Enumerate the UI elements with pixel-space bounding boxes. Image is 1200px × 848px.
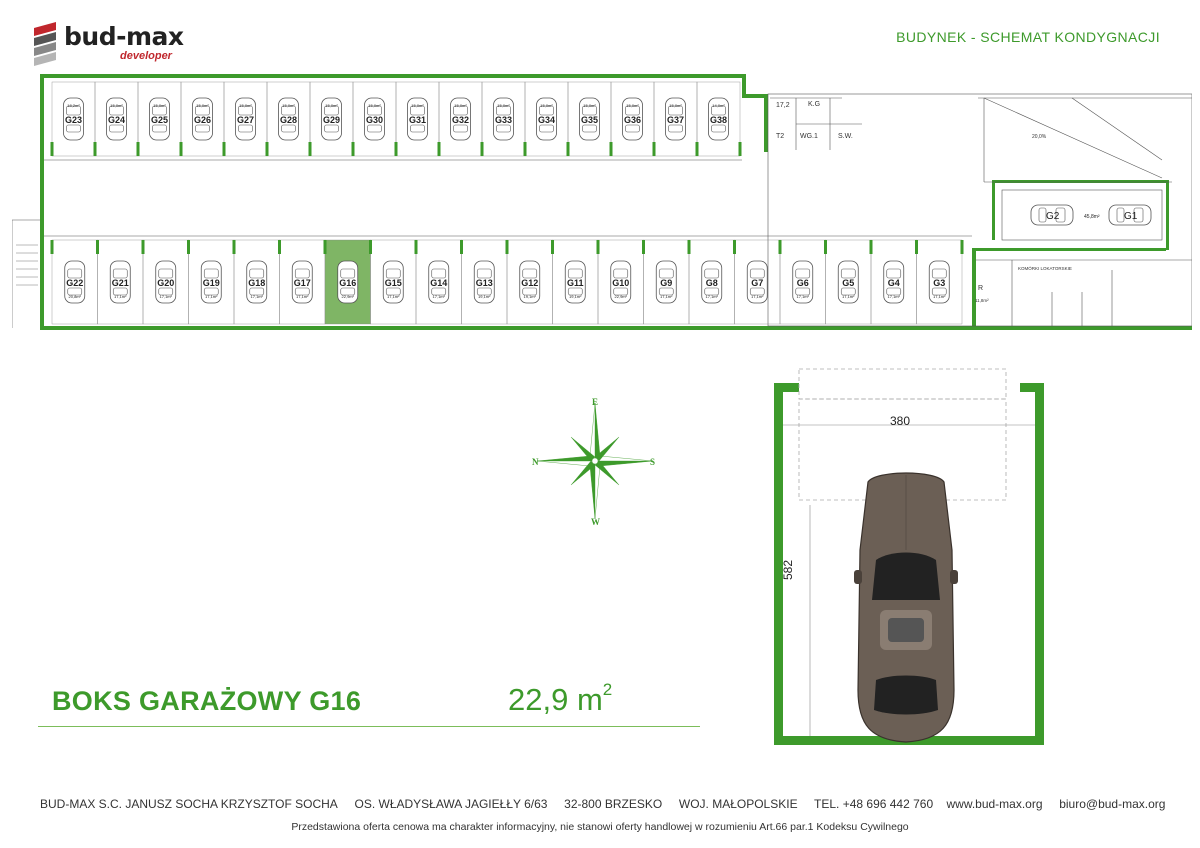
garage-label: G9 [660, 278, 673, 288]
garage-area: 22,9m² [341, 294, 354, 299]
garage-label: G13 [475, 278, 493, 288]
garage-box-g25[interactable] [137, 82, 182, 156]
garage-label: G4 [887, 278, 900, 288]
garage-box-g23[interactable] [51, 82, 96, 156]
garage-area: 15,0m² [239, 103, 252, 108]
room-kg-label: K.G [808, 101, 821, 108]
garage-area: 17,1m² [887, 294, 900, 299]
compass-rose-icon [520, 395, 670, 530]
compass-south: W [591, 517, 600, 527]
garage-label: G11 [566, 278, 584, 288]
logo-mark-icon [34, 22, 56, 66]
footer-contact [40, 797, 1180, 811]
garage-area: 15,0m² [626, 103, 639, 108]
compass-north: E [592, 397, 599, 407]
garage-box-g38[interactable] [696, 82, 741, 156]
garage-box-g24[interactable] [94, 82, 139, 156]
garage-box-g27[interactable] [223, 82, 268, 156]
garage-area: 15,0m² [196, 103, 209, 108]
garage-box-g16[interactable] [324, 240, 371, 324]
footer-email-link[interactable]: biuro@bud-max.org [1059, 797, 1166, 811]
document-title: BUDYNEK - SCHEMAT KONDYGNACJI [896, 29, 1160, 45]
garage-label: G21 [111, 278, 129, 288]
garage-label: G27 [236, 115, 255, 125]
garage-box-g11[interactable] [551, 240, 598, 324]
garage-box-g20[interactable] [142, 240, 189, 324]
garage-area: 15,0m² [454, 103, 467, 108]
title-underline [38, 726, 700, 727]
garage-area: 15,0m² [411, 103, 424, 108]
garage-area: 18,2m² [67, 103, 80, 108]
garage-label: G34 [537, 115, 556, 125]
garage-area: 17,1m² [296, 294, 309, 299]
garage-label: G20 [157, 278, 175, 288]
room-wg-label: WG.1 [800, 133, 818, 140]
garage-area: 19,1m² [523, 294, 536, 299]
room-sw-label: S.W. [838, 133, 853, 140]
garage-area: 17,1m² [205, 294, 218, 299]
garage-box-g34[interactable] [524, 82, 569, 156]
logo-wordmark: bud-max [64, 22, 184, 51]
garage-box-g4[interactable] [870, 240, 917, 324]
garage-label: G7 [751, 278, 764, 288]
garage-label: G17 [293, 278, 311, 288]
compass-east: S [650, 457, 656, 467]
garage-box-g3[interactable] [915, 240, 962, 324]
box-area-unit: 2 [602, 680, 613, 699]
garage-label: G12 [521, 278, 539, 288]
garage-box-g22[interactable] [51, 240, 98, 324]
footer-company: BUD-MAX S.C. JANUSZ SOCHA KRZYSZTOF SOCHA [40, 797, 338, 811]
garage-area: 19,1m² [569, 294, 582, 299]
garage-label: G36 [623, 115, 642, 125]
garage-label: G32 [451, 115, 470, 125]
garage-box-g6[interactable] [779, 240, 826, 324]
garage-box-g14[interactable] [415, 240, 462, 324]
garage-area: 15,0m² [282, 103, 295, 108]
garage-area: 15,0m² [325, 103, 338, 108]
garage-area: 22,9m² [614, 294, 627, 299]
garage-label: G35 [580, 115, 599, 125]
garage-label: G31 [408, 115, 427, 125]
floor-plan [12, 70, 1192, 340]
garage-label: G10 [612, 278, 630, 288]
garage-area: 15,0m² [110, 103, 123, 108]
garage-box-g13[interactable] [460, 240, 507, 324]
top-garage-row [51, 82, 742, 156]
garage-label: G33 [494, 115, 513, 125]
garage-box-g18[interactable] [233, 240, 280, 324]
garage-area: 17,1m² [250, 294, 263, 299]
detail-width-label: 380 [890, 414, 911, 428]
garage-area: 17,1m² [660, 294, 673, 299]
garage-label: G29 [322, 115, 341, 125]
garage-area: 17,1m² [114, 294, 127, 299]
garage-box-g1-g2[interactable] [1002, 190, 1162, 240]
garage-box-g9[interactable] [642, 240, 689, 324]
garage-label: G1 [1124, 211, 1138, 222]
storage-label: KOMÓRKI LOKATORSKIE [1018, 266, 1072, 271]
garage-area: 15,0m² [153, 103, 166, 108]
garage-label: G19 [202, 278, 220, 288]
garage-label: G25 [150, 115, 169, 125]
garage-label: G26 [193, 115, 212, 125]
garage-box-g31[interactable] [395, 82, 440, 156]
footer-disclaimer: Przedstawiona oferta cenowa ma charakter informacyjny, nie stanowi oferty handlowej w rozumieniu Art.66 par.1 Kodeksu Cywilnego [291, 821, 909, 833]
garage-area: 45,8m² [1084, 214, 1100, 220]
garage-area: 17,1m² [751, 294, 764, 299]
footer-phone: TEL. +48 696 442 760 [814, 797, 934, 811]
garage-area: 19,1m² [478, 294, 491, 299]
compass-west: N [532, 457, 539, 467]
garage-area: 14,0m² [712, 103, 725, 108]
garage-label: G15 [384, 278, 402, 288]
footer-region: WOJ. MAŁOPOLSKIE [678, 797, 798, 811]
garage-label: G6 [796, 278, 809, 288]
garage-box-g21[interactable] [96, 240, 143, 324]
garage-label: G3 [933, 278, 946, 288]
garage-label: G24 [107, 115, 126, 125]
garage-box-g7[interactable] [733, 240, 780, 324]
garage-box-g26[interactable] [180, 82, 225, 156]
garage-area: 17,1m² [842, 294, 855, 299]
garage-area: 15,0m² [368, 103, 381, 108]
garage-label: G18 [248, 278, 266, 288]
garage-label: G23 [64, 115, 83, 125]
footer-website-link[interactable]: www.bud-max.org [946, 797, 1043, 811]
garage-area: 15,0m² [583, 103, 596, 108]
ramp-slope-label: 20,0% [1032, 134, 1047, 140]
garage-label: G37 [666, 115, 685, 125]
garage-area: 17,1m² [432, 294, 445, 299]
garage-label: G14 [430, 278, 448, 288]
garage-label: G28 [279, 115, 298, 125]
garage-box-g35[interactable] [567, 82, 612, 156]
stair-value: 17,2 [776, 102, 790, 109]
garage-area: 15,0m² [669, 103, 682, 108]
footer-address: OS. WŁADYSŁAWA JAGIEŁŁY 6/63 [354, 797, 548, 811]
garage-area: 17,1m² [796, 294, 809, 299]
garage-label: G5 [842, 278, 855, 288]
garage-box-g37[interactable] [653, 82, 698, 156]
room-t2-label: T2 [776, 133, 785, 140]
garage-box-g33[interactable] [481, 82, 526, 156]
box-title: BOKS GARAŻOWY G16 [52, 686, 362, 716]
garage-area: 17,1m² [159, 294, 172, 299]
garage-label: G30 [365, 115, 384, 125]
box-area [508, 682, 612, 718]
box-area-value: 22,9 m [508, 682, 603, 717]
garage-box-g15[interactable] [369, 240, 416, 324]
garage-box-g36[interactable] [610, 82, 655, 156]
garage-box-g19[interactable] [187, 240, 234, 324]
garage-area: 20,8m² [68, 294, 81, 299]
garage-label: G16 [339, 278, 357, 288]
garage-box-detail [770, 365, 1050, 755]
stair-hatch [16, 245, 38, 285]
garage-box-g17[interactable] [278, 240, 325, 324]
footer-city: 32-800 BRZESKO [564, 797, 663, 811]
garage-box-g30[interactable] [352, 82, 397, 156]
garage-area: 15,0m² [540, 103, 553, 108]
garage-area: 17,1m² [933, 294, 946, 299]
bottom-garage-row [51, 240, 964, 324]
room-r-label: R [978, 285, 984, 292]
garage-label: G38 [709, 115, 728, 125]
detail-length-label: 582 [781, 559, 795, 580]
garage-area: 15,0m² [497, 103, 510, 108]
logo-tagline: developer [120, 50, 172, 62]
garage-box-g28[interactable] [266, 82, 311, 156]
garage-area: 17,1m² [387, 294, 400, 299]
garage-label: G8 [705, 278, 718, 288]
garage-box-g12[interactable] [506, 240, 553, 324]
garage-box-g10[interactable] [597, 240, 644, 324]
garage-box-g32[interactable] [438, 82, 483, 156]
car-icon [854, 473, 958, 742]
garage-label: G22 [66, 278, 84, 288]
garage-area: 17,1m² [705, 294, 718, 299]
garage-label: G2 [1046, 211, 1060, 222]
room-r-area: 11,8m² [975, 298, 989, 303]
garage-box-g8[interactable] [688, 240, 735, 324]
garage-box-g29[interactable] [309, 82, 354, 156]
garage-box-g5[interactable] [824, 240, 871, 324]
